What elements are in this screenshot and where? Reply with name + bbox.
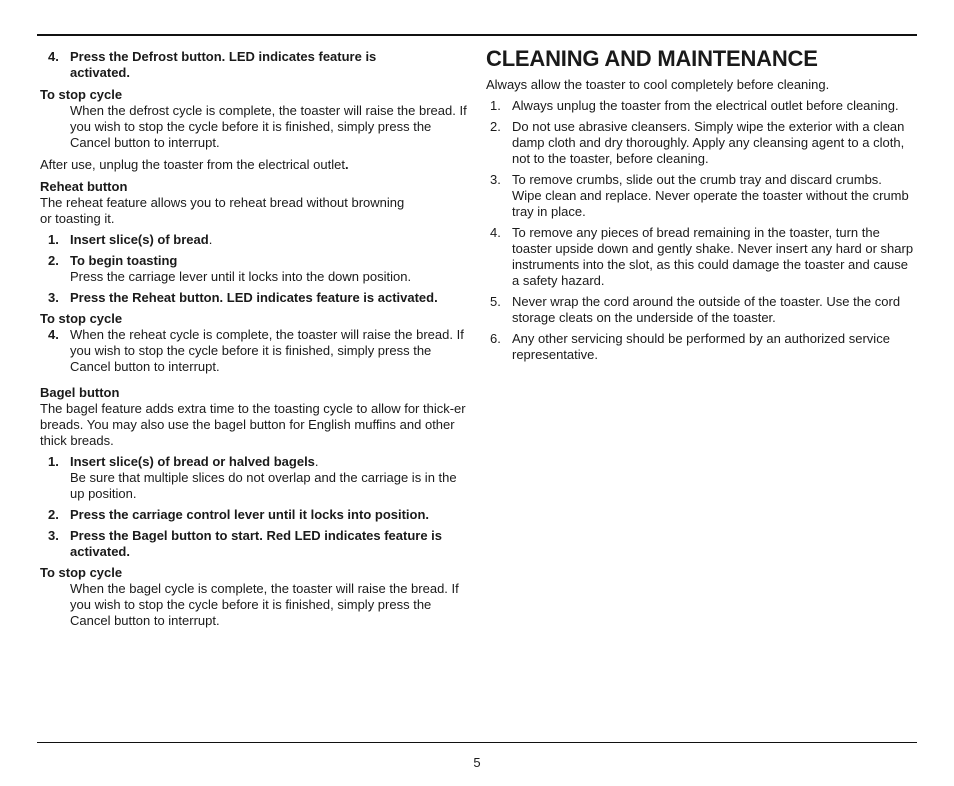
step-number: 1. <box>48 232 59 247</box>
stop-cycle-heading: To stop cycle <box>40 87 123 102</box>
list-item <box>486 172 914 220</box>
bagel-step-2 <box>40 507 468 523</box>
step-text: Insert slice(s) of bread or halved bagels <box>70 454 315 469</box>
item-text: Never wrap the cord around the outside of the toaster. Use the cord storage cleats on the underside of the toaster. <box>512 294 901 325</box>
bagel-step-1 <box>40 454 468 502</box>
item-text: Do not use abrasive cleansers. Simply wipe the exterior with a clean damp cloth and dry thoroughly. Apply any cleansing agent to a cloth, not to the toaster, before cleaning. <box>512 119 905 166</box>
item-number: 4. <box>490 225 501 240</box>
step-detail: Be sure that multiple slices do not overlap and the carriage is in the up position. <box>70 470 457 501</box>
list-item <box>486 98 914 114</box>
step-text-tail: . <box>314 454 319 469</box>
step-text: Press the Reheat button. LED indicates feature is activated. <box>70 290 438 305</box>
right-column <box>486 47 914 363</box>
item-number: 2. <box>490 119 501 134</box>
bagel-intro: The bagel feature adds extra time to the toasting cycle to allow for thick-er breads. You may also use the bagel button for English muffins and other thick breads. <box>40 401 466 448</box>
step-number: 4. <box>48 327 59 342</box>
reheat-step-1 <box>40 232 468 248</box>
bagel-heading: Bagel button <box>40 385 120 400</box>
after-use-text <box>40 157 468 173</box>
stop-cycle-text: When the defrost cycle is complete, the toaster will raise the bread. If you wish to stop the cycle before it is finished, simply press the Cancel button to interrupt. <box>70 103 467 150</box>
bottom-rule <box>37 742 917 743</box>
after-use-sentence: After use, unplug the toaster from the electrical outlet <box>40 157 345 172</box>
defrost-step-4 <box>40 49 468 81</box>
reheat-step-2 <box>40 253 468 285</box>
top-rule <box>37 34 917 36</box>
step-number: 3. <box>48 528 59 543</box>
step-text: To begin toasting <box>70 253 178 268</box>
step-number: 1. <box>48 454 59 469</box>
item-text: Always unplug the toaster from the electrical outlet before cleaning. <box>512 98 899 113</box>
list-item <box>486 225 914 289</box>
item-text: To remove any pieces of bread remaining in the toaster, turn the toaster upside down and gently shake. Never insert any hard or sharp instruments into the slot, as this could damage the toaster and cause a safety hazard. <box>512 225 914 288</box>
reheat-intro: The reheat feature allows you to reheat bread without browning or toasting it. <box>40 195 405 226</box>
list-item <box>486 119 914 167</box>
stop-cycle-text: When the bagel cycle is complete, the toaster will raise the bread. If you wish to stop the cycle before it is finished, simply press the Cancel button to interrupt. <box>70 581 459 628</box>
step-text: Insert slice(s) of bread <box>70 232 209 247</box>
reheat-heading: Reheat button <box>40 179 128 194</box>
item-number: 6. <box>490 331 501 346</box>
item-number: 5. <box>490 294 501 309</box>
list-item <box>486 331 914 363</box>
after-use-period: . <box>344 157 349 172</box>
step-number: 3. <box>48 290 59 305</box>
reheat-step-3 <box>40 290 468 306</box>
step-text: When the reheat cycle is complete, the toaster will raise the bread. If you wish to stop the cycle before it is finished, simply press the Cancel button to interrupt. <box>70 327 464 374</box>
step-text: Press the carriage control lever until it locks into position. <box>70 507 430 522</box>
step-text-tail: . <box>208 232 213 247</box>
step-detail: Press the carriage lever until it locks into the down position. <box>70 269 412 284</box>
page-number: 5 <box>473 755 481 770</box>
left-column <box>40 49 468 629</box>
step-text: Press the Defrost button. LED indicates feature is activated. <box>70 49 377 80</box>
reheat-step-4 <box>40 327 468 375</box>
bagel-step-3 <box>40 528 468 560</box>
step-number: 4. <box>48 49 59 64</box>
cleaning-intro: Always allow the toaster to cool completely before cleaning. <box>486 77 830 92</box>
step-number: 2. <box>48 253 59 268</box>
stop-cycle-heading: To stop cycle <box>40 565 123 580</box>
list-item <box>486 294 914 326</box>
step-text: Press the Bagel button to start. Red LED indicates feature is activated. <box>70 528 443 559</box>
item-number: 3. <box>490 172 501 187</box>
stop-cycle-heading: To stop cycle <box>40 311 123 326</box>
item-text: To remove crumbs, slide out the crumb tray and discard crumbs. Wipe clean and replace. Never operate the toaster without the crumb tray in place. <box>512 172 909 219</box>
item-number: 1. <box>490 98 501 113</box>
page-title: CLEANING AND MAINTENANCE <box>486 46 818 71</box>
item-text: Any other servicing should be performed by an authorized service representative. <box>512 331 890 362</box>
step-number: 2. <box>48 507 59 522</box>
